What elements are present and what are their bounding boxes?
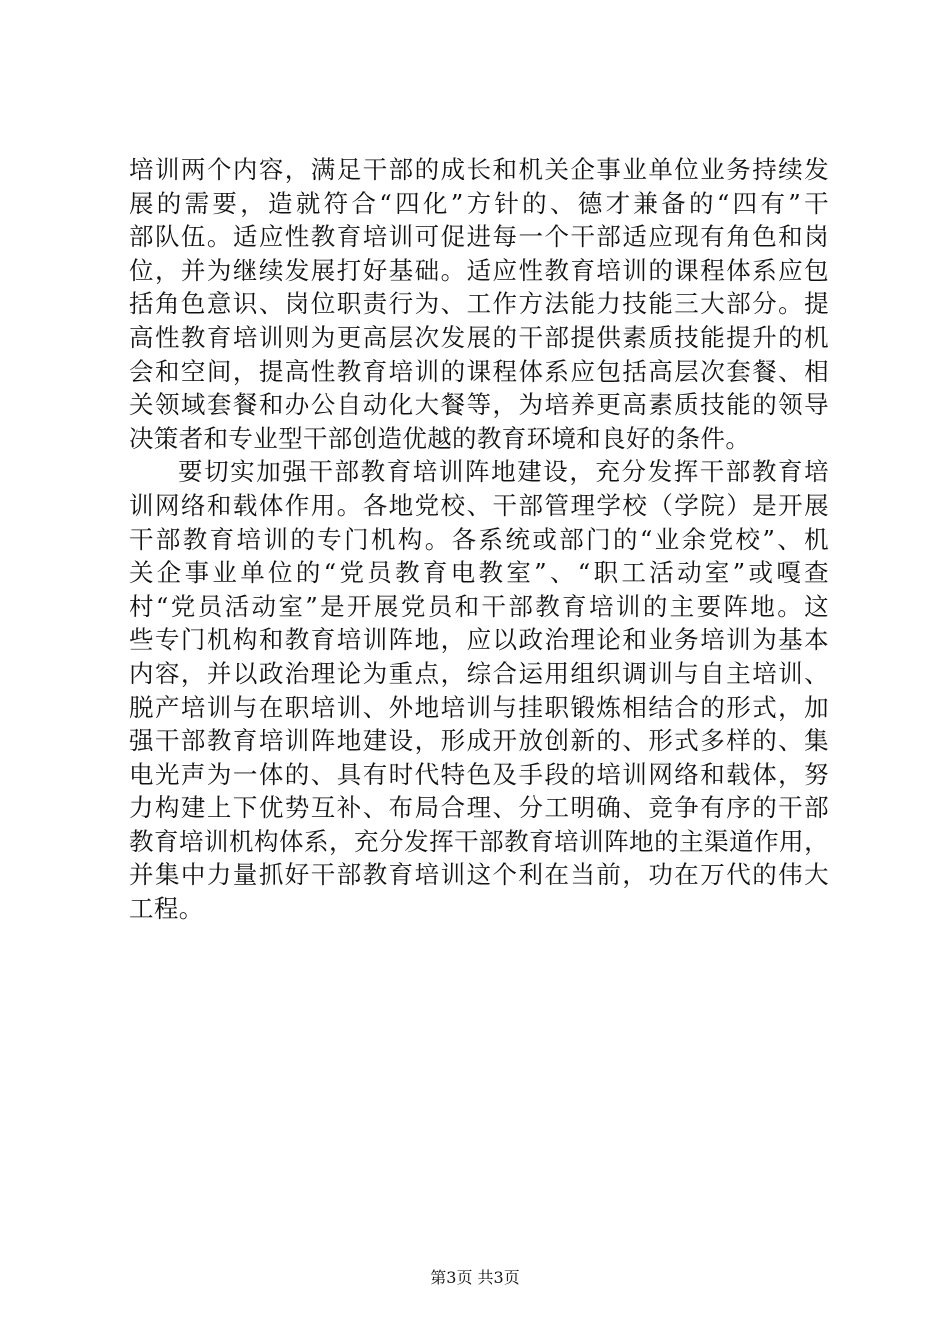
text-line: 教育培训机构体系，充分发挥干部教育培训阵地的主渠道作用， <box>129 826 829 856</box>
text-line: 要切实加强干部教育培训阵地建设，充分发挥干部教育培 <box>178 457 829 487</box>
page-number: 第3页 共3页 <box>430 1268 520 1287</box>
text-line: 强干部教育培训阵地建设，形成开放创新的、形式多样的、集 <box>129 726 829 756</box>
text-line: 会和空间，提高性教育培训的课程体系应包括高层次套餐、相 <box>129 356 829 386</box>
text-line: 些专门机构和教育培训阵地，应以政治理论和业务培训为基本 <box>129 625 829 655</box>
text-line: 括角色意识、岗位职责行为、工作方法能力技能三大部分。提 <box>129 289 829 319</box>
text-line: 脱产培训与在职培训、外地培训与挂职锻炼相结合的形式，加 <box>129 692 829 722</box>
text-line: 训网络和载体作用。各地党校、干部管理学校（学院）是开展 <box>129 490 829 520</box>
paragraph <box>129 455 829 925</box>
text-line: 部队伍。适应性教育培训可促进每一个干部适应现有角色和岗 <box>129 222 829 252</box>
text-line: 位，并为继续发展打好基础。适应性教育培训的课程体系应包 <box>129 255 829 285</box>
text-line: 决策者和专业型干部创造优越的教育环境和良好的条件。 <box>129 423 751 453</box>
text-line: 干部教育培训的专门机构。各系统或部门的“业余党校”、机 <box>129 524 829 554</box>
text-line: 关企事业单位的“党员教育电教室”、“职工活动室”或嘎查 <box>129 558 829 588</box>
text-line: 关领域套餐和办公自动化大餐等，为培养更高素质技能的领导 <box>129 390 829 420</box>
text-line: 工程。 <box>129 894 204 924</box>
text-line: 内容，并以政治理论为重点，综合运用组织调训与自主培训、 <box>129 658 829 688</box>
document-body <box>129 153 829 926</box>
text-line: 并集中力量抓好干部教育培训这个利在当前，功在万代的伟大 <box>129 860 829 890</box>
paragraph <box>129 153 829 455</box>
text-line: 村“党员活动室”是开展党员和干部教育培训的主要阵地。这 <box>129 591 829 621</box>
text-line: 培训两个内容，满足干部的成长和机关企事业单位业务持续发 <box>129 155 829 184</box>
text-line: 力构建上下优势互补、布局合理、分工明确、竞争有序的干部 <box>129 793 829 823</box>
text-line: 电光声为一体的、具有时代特色及手段的培训网络和载体，努 <box>129 759 829 789</box>
text-line: 展的需要，造就符合“四化”方针的、德才兼备的“四有”干 <box>129 188 829 218</box>
text-line: 高性教育培训则为更高层次发展的干部提供素质技能提升的机 <box>129 322 829 352</box>
